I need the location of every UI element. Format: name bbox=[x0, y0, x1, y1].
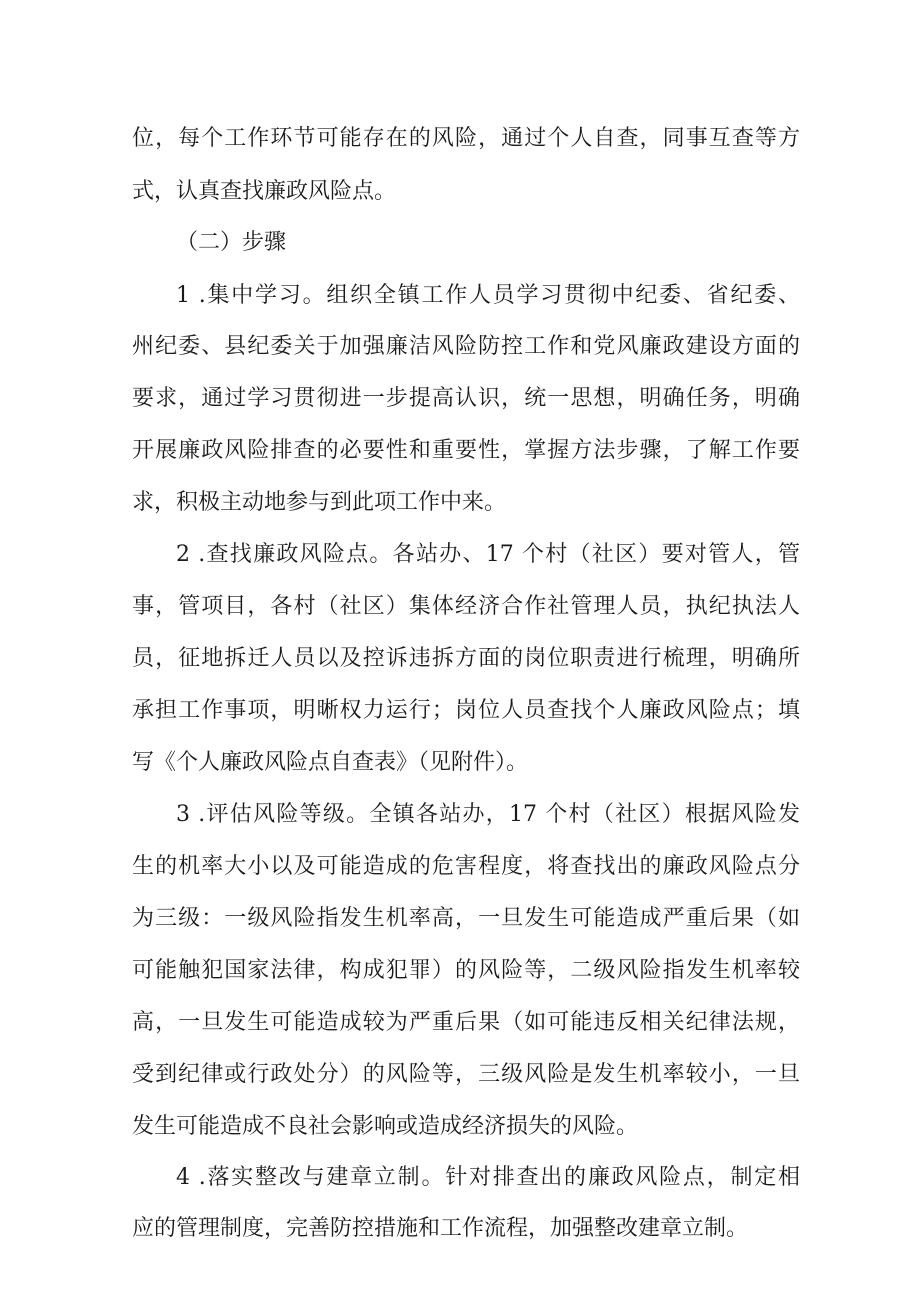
step-2-line-1: 2 .查找廉政风险点。各站办、17 个村（社区）要对管人，管 bbox=[176, 542, 800, 567]
step-2-line-5: 写《个人廉政风险点自查表》（见附件）。 bbox=[132, 750, 529, 775]
step-2-line-2: 事，管项目，各村（社区）集体经济合作社管理人员，执纪执法人 bbox=[132, 594, 800, 619]
section-heading: （二）步骤 bbox=[176, 230, 287, 255]
step-3-line-4: 可能触犯国家法律，构成犯罪）的风险等，二级风险指发生机率较 bbox=[132, 958, 800, 983]
step-2-line-3: 员，征地拆迁人员以及控诉违拆方面的岗位职责进行梳理，明确所 bbox=[132, 646, 800, 671]
step-1-line-4: 开展廉政风险排查的必要性和重要性，掌握方法步骤，了解工作要 bbox=[132, 438, 800, 463]
intro-line-1: 位，每个工作环节可能存在的风险，通过个人自查，同事互查等方 bbox=[132, 126, 800, 151]
step-4-line-2: 应的管理制度，完善防控措施和工作流程，加强整改建章立制。 bbox=[132, 1216, 749, 1241]
step-3-line-7: 发生可能造成不良社会影响或造成经济损失的风险。 bbox=[132, 1114, 639, 1139]
step-2-line-4: 承担工作事项，明晰权力运行；岗位人员查找个人廉政风险点；填 bbox=[132, 698, 800, 723]
step-3-line-5: 高，一旦发生可能造成较为严重后果（如可能违反相关纪律法规， bbox=[132, 1010, 800, 1035]
step-3-line-2: 生的机率大小以及可能造成的危害程度，将查找出的廉政风险点分 bbox=[132, 854, 800, 879]
step-1-line-3: 要求，通过学习贯彻进一步提高认识，统一思想，明确任务，明确 bbox=[132, 386, 800, 411]
step-1-line-2: 州纪委、县纪委关于加强廉洁风险防控工作和党风廉政建设方面的 bbox=[132, 334, 800, 359]
step-1-line-1: 1 .集中学习。组织全镇工作人员学习贯彻中纪委、省纪委、 bbox=[176, 283, 800, 308]
intro-line-2: 式，认真查找廉政风险点。 bbox=[132, 179, 397, 204]
step-3-line-3: 为三级：一级风险指发生机率高，一旦发生可能造成严重后果（如 bbox=[132, 906, 800, 931]
step-1-line-5: 求，积极主动地参与到此项工作中来。 bbox=[132, 490, 507, 515]
step-3-line-1: 3 .评估风险等级。全镇各站办，17 个村（社区）根据风险发 bbox=[176, 802, 800, 827]
step-4-line-1: 4 .落实整改与建章立制。针对排查出的廉政风险点，制定相 bbox=[176, 1165, 800, 1190]
step-3-line-6: 受到纪律或行政处分）的风险等，三级风险是发生机率较小，一旦 bbox=[132, 1062, 800, 1087]
